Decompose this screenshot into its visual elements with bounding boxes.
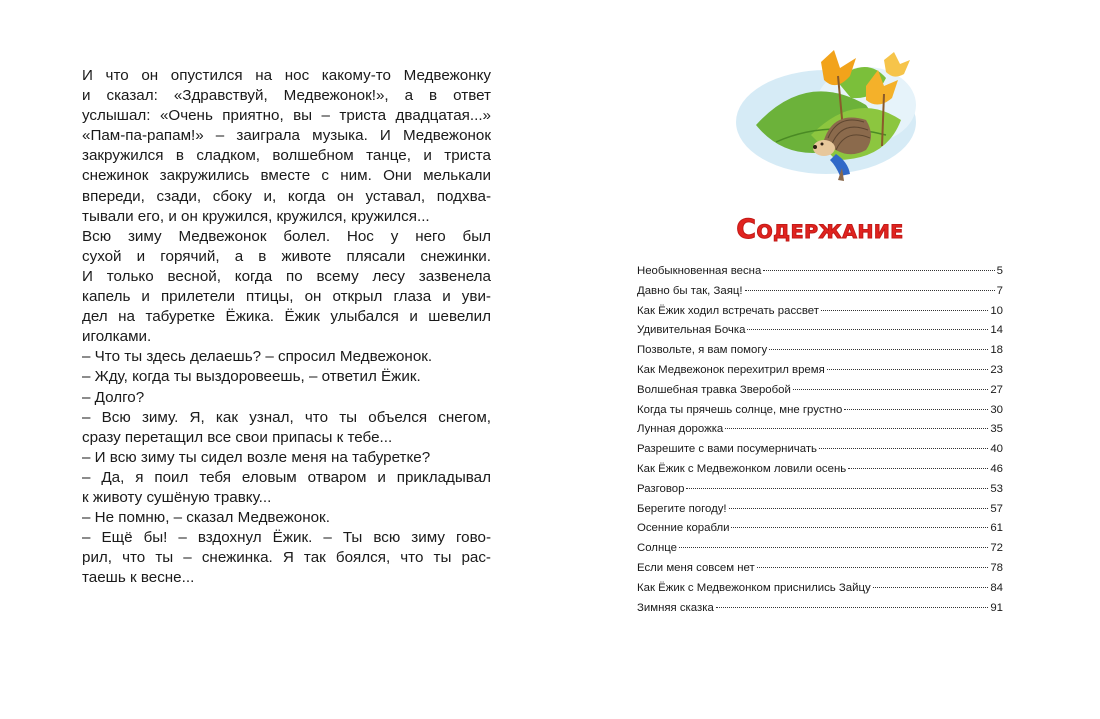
story-line: рил, что ты – снежинка. Я так боялся, что ты рас-: [82, 549, 491, 567]
story-line: впереди, сзади, сбоку и, когда он уставал, подхва-: [82, 187, 491, 205]
story-line: «Пам-па-рапам!» – заиграла музыка. И Медвежонок: [82, 127, 491, 145]
toc-entry: [637, 500, 1003, 520]
story-line: сухой и горячий, а в животе плясали снежинки.: [82, 247, 491, 265]
toc-entry-title: Разговор: [637, 482, 685, 495]
story-line: – Долго?: [82, 388, 145, 406]
toc-entry-title: Как Медвежонок перехитрил время: [637, 363, 825, 376]
toc-dot-leader: [757, 566, 989, 568]
toc-entry: [637, 262, 1003, 282]
toc-entry-page: 84: [990, 581, 1003, 594]
toc-dot-leader: [763, 269, 994, 271]
story-paragraph: [67, 388, 491, 408]
toc-entry-title: Как Ёжик ходил встречать рассвет: [637, 304, 819, 317]
toc-entry: [637, 361, 1003, 381]
story-line: – Жду, когда ты выздоровеешь, – ответил Ёжик.: [82, 368, 421, 386]
toc-entry-page: 5: [996, 265, 1003, 277]
toc-entry-page: 35: [990, 423, 1003, 436]
toc-entry-page: 72: [990, 542, 1003, 555]
toc-dot-leader: [769, 348, 988, 350]
toc-entry-page: 7: [996, 284, 1003, 297]
toc-entry-page: 91: [990, 601, 1003, 614]
story-paragraph: [67, 508, 491, 528]
story-line: – Всю зиму. Я, как узнал, что ты объелся снегом,: [82, 408, 491, 426]
toc-entry-title: Зимняя сказка: [637, 601, 714, 614]
toc-entry-title: Осенние корабли: [637, 522, 730, 535]
toc-dot-leader: [716, 606, 989, 608]
toc-entry-title: Как Ёжик с Медвежонком ловили осень: [637, 462, 847, 475]
toc-dot-leader: [725, 427, 988, 429]
toc-entry-page: 10: [990, 304, 1003, 317]
toc-entry-page: 23: [990, 363, 1003, 376]
story-line: и сказал: «Здравствуй, Медвежонок!», а в ответ: [82, 87, 491, 105]
toc-entry: [637, 341, 1003, 361]
toc-entry-title: Давно бы так, Заяц!: [637, 284, 743, 297]
story-paragraph: [67, 408, 491, 448]
toc-entry-title: Позвольте, я вам помогу: [637, 344, 768, 357]
story-paragraph: [67, 367, 491, 387]
toc-dot-leader: [679, 546, 988, 548]
toc-entry-title: Если меня совсем нет: [637, 561, 755, 574]
toc-entry-page: 78: [990, 561, 1003, 574]
story-line: – И всю зиму ты сидел возле меня на табуретке?: [82, 448, 431, 466]
toc-entry: [637, 579, 1003, 599]
story-line: услышал: «Очень приятно, вы – триста двадцатая...»: [82, 107, 491, 125]
story-line: – Что ты здесь делаешь? – спросил Медвежонок.: [82, 348, 433, 366]
story-paragraph: [67, 528, 491, 588]
toc-entry-title: Берегите погоду!: [637, 502, 727, 515]
toc-dot-leader: [819, 447, 988, 449]
toc-entry-page: 40: [990, 443, 1003, 456]
toc-dot-leader: [731, 526, 988, 528]
story-line: дел на табуретке Ёжика. Ёжик улыбался и шевелил: [82, 308, 491, 326]
toc-dot-leader: [848, 467, 988, 469]
toc-entry: [637, 519, 1003, 539]
story-line: Всю зиму Медвежонок болел. Нос у него был: [82, 227, 491, 245]
toc-entry: [637, 460, 1003, 480]
story-line: И только весной, когда по всему лесу зазвенела: [82, 267, 491, 285]
toc-entry: [637, 282, 1003, 302]
toc-entry-page: 57: [990, 502, 1003, 515]
story-paragraph: [67, 468, 491, 508]
story-line: сразу перетащил все свои припасы к тебе...: [82, 428, 393, 446]
story-line: капель и прилетели птицы, он открыл глаза и уви-: [82, 288, 491, 306]
toc-entry: [637, 321, 1003, 341]
toc-entry-page: 61: [990, 522, 1003, 535]
story-paragraph: [67, 448, 491, 468]
toc-entry-page: 27: [990, 383, 1003, 396]
toc-dot-leader: [827, 368, 989, 370]
toc-entry-title: Лунная дорожка: [637, 423, 724, 436]
story-paragraph: [67, 347, 491, 367]
toc-dot-leader: [873, 586, 989, 588]
toc-entry: [637, 420, 1003, 440]
toc-entry: [637, 381, 1003, 401]
toc-entry: [637, 539, 1003, 559]
toc-dot-leader: [729, 507, 989, 509]
toc-entry: [637, 599, 1003, 619]
toc-dot-leader: [747, 328, 988, 330]
toc-entry-page: 30: [990, 403, 1003, 416]
toc-entry-title: Солнце: [637, 542, 677, 555]
story-text: [67, 66, 491, 588]
toc-entry-title: Разрешите с вами посумерничать: [637, 443, 817, 456]
toc-entry-page: 53: [990, 482, 1003, 495]
story-paragraph: [67, 227, 491, 348]
toc-dot-leader: [821, 309, 988, 311]
toc-entry: [637, 559, 1003, 579]
toc-entry: [637, 401, 1003, 421]
story-line: – Да, я поил тебя еловым отваром и прикладывал: [82, 468, 491, 486]
toc-title: Содержание: [736, 214, 904, 245]
toc-entry-title: Волшебная травка Зверобой: [637, 383, 791, 396]
table-of-contents: [637, 262, 1003, 618]
toc-dot-leader: [745, 289, 995, 291]
toc-entry: [637, 480, 1003, 500]
story-paragraph: [67, 66, 491, 227]
story-line: иголками.: [82, 328, 152, 346]
toc-entry: [637, 440, 1003, 460]
toc-entry-title: Как Ёжик с Медвежонком приснились Зайцу: [637, 581, 871, 594]
hedgehog-with-leaves-illustration: [716, 50, 930, 186]
right-page: [550, 0, 1100, 719]
story-line: – Не помню, – сказал Медвежонок.: [82, 509, 330, 527]
toc-dot-leader: [793, 388, 988, 390]
toc-entry-title: Когда ты прячешь солнце, мне грустно: [637, 403, 843, 416]
story-line: тывали его, и он кружился, кружился, кружился...: [82, 207, 430, 225]
toc-entry-page: 46: [990, 462, 1003, 475]
story-line: – Ещё бы! – вздохнул Ёжик. – Ты всю зиму гово-: [82, 529, 491, 547]
story-line: таешь к весне...: [82, 569, 195, 587]
story-line: к животу сушёную травку...: [82, 488, 272, 506]
story-line: снежинок закружились вместе с ним. Они мелькали: [82, 167, 491, 185]
toc-entry-page: 14: [990, 324, 1003, 337]
toc-dot-leader: [844, 408, 988, 410]
toc-entry: [637, 302, 1003, 322]
toc-entry-title: Необыкновенная весна: [637, 265, 762, 277]
toc-dot-leader: [686, 487, 988, 489]
toc-entry-page: 18: [990, 344, 1003, 357]
story-line: закружился в сладком, волшебном танце, и триста: [82, 147, 491, 165]
toc-entry-title: Удивительная Бочка: [637, 324, 746, 337]
story-line: И что он опустился на нос какому-то Медвежонку: [82, 67, 491, 84]
